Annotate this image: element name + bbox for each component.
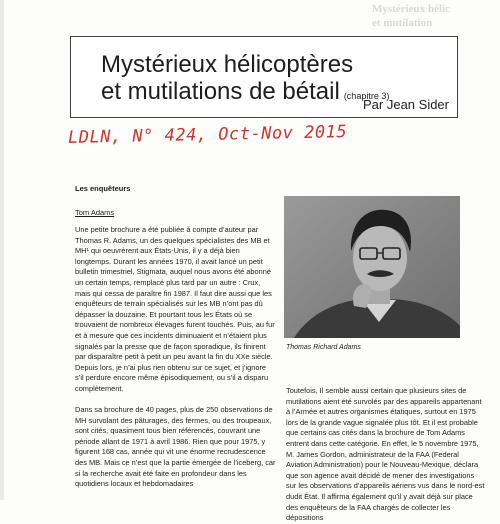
scan-edge-shadow	[0, 0, 4, 500]
paragraph: Dans sa brochure de 40 pages, plus de 250 observations de MH survolant des pâturages, des fermes, ou des troupeaux, sont cités, quasiment tous bien référencés, couvrant une période allant de 1971 à avril 1986. Rien que pour 1975, y figurent 168 cas, année qui vit une énorme recrudescence des MB. Mais ce n’est que la partie émergée de l’iceberg, car si la recherche avait été faite en profondeur dans les quotidiens locaux et hebdomadaires	[75, 405, 276, 489]
paragraph: Une petite brochure a été publiée à compte d’auteur par Thomas R. Adams, un des quelques spécialistes des MB et MH¹ qui oeuvrèrent aux États-Unis, il y a déjà bien longtemps. Durant les années 1970, il avait lancé un petit bulletin trimestriel, Stigmata, auquel nous avons été abonné un certain temps, remplacé plus tard par un autre : Crux, mais qui cessa de paraître fin 1987. Il faut dire aussi que les enquêteurs de terrain spécialisés sur les MB n’ont pas dû dépasser la douzaine. Et pourtant tous les États où se trouvaient de nombreux élevages furent touchés. Puis, au fur et à mesure que ces incidents diminuaient et n’étaient plus signalés par la presse que de façon sporadique, ils finirent par disparaître petit à petit un peu avant la fin du XXe siècle. Depuis lors, je n’ai plus rien obtenu sur ce sujet, et j’ignore s’il perdure encore même épisodiquement, ou s’il a disparu complètement.	[75, 225, 275, 393]
title-line-1: Mystérieux hélicoptères	[101, 51, 354, 78]
bleed-line: et mutilation	[372, 17, 433, 29]
handwritten-source-note: LDLN, N° 424, Oct-Nov 2015	[67, 122, 348, 148]
bleed-through-text	[372, 2, 500, 30]
bleed-line: Mystérieux hélic	[372, 3, 450, 15]
section-heading: Les enquêteurs	[75, 184, 131, 193]
article-column-left	[75, 225, 276, 490]
portrait-image	[284, 196, 460, 338]
portrait-photo	[284, 196, 460, 338]
chapter-label: (chapitre 3)	[343, 91, 390, 101]
paragraph: Toutefois, Il semble aussi certain que plusieurs sites de mutilations aient été survolés par des appareils appartenant à l’Armée et autres organismes étatiques, surtout en 1975 lors de la grande vague signalée plus tôt. Et il est probable que certains cas cités dans la brochure de Tom Adams entrent dans cette catégorie. En effet, le 5 novembre 1975, M. James Gordon, administrateur de la FAA (Federal Aviation Administration) pour le Nouveau-Mexique, déclara que son agence avait décidé de mener des investigations sur les observations d’appareils aériens vus dans le nord-est dudit État. Il affirma également qu’il y avait déjà sur place des enquêteurs de la FAA chargés de collecter les dépositions	[286, 386, 485, 523]
title-line-2-text: et mutilations de bétail	[101, 78, 340, 105]
photo-caption: Thomas Richard Adams	[286, 344, 361, 351]
title-box	[70, 36, 458, 118]
article-column-right	[286, 386, 486, 524]
author-byline: Par Jean Sider	[363, 97, 449, 112]
title-line-2	[101, 79, 389, 109]
subheading: Tom Adams	[75, 208, 115, 217]
